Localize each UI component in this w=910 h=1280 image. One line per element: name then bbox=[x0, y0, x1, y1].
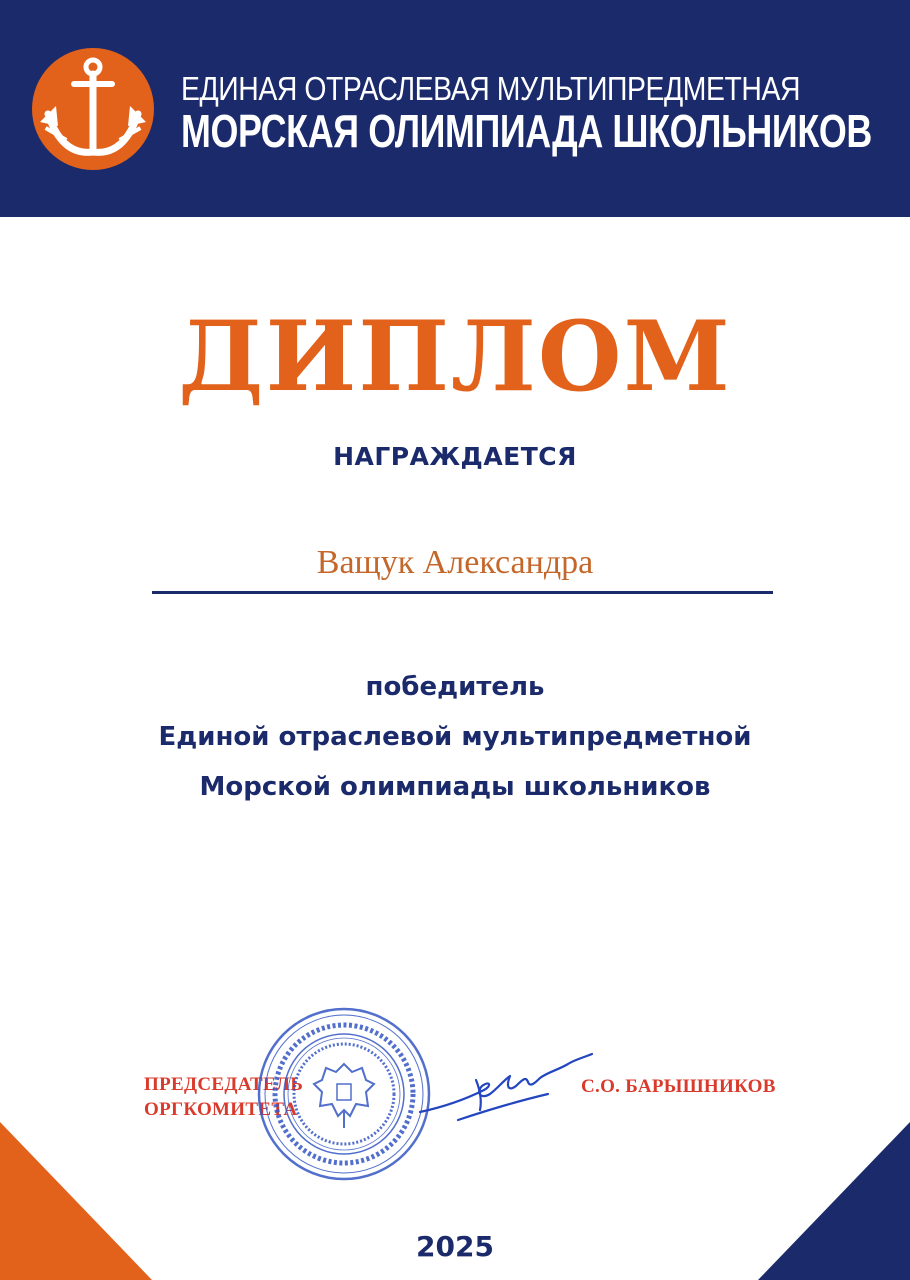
signature bbox=[418, 1050, 598, 1130]
year: 2025 bbox=[416, 1230, 494, 1263]
awarded-label: НАГРАЖДАЕТСЯ bbox=[333, 442, 577, 471]
description-line: победитель bbox=[365, 672, 545, 702]
recipient-underline bbox=[152, 591, 773, 594]
official-seal-stamp bbox=[256, 1006, 432, 1182]
description-line: Единой отраслевой мультипредметной bbox=[158, 722, 752, 752]
signatory-title-line: ОРГКОМИТЕТА bbox=[144, 1099, 298, 1120]
diploma-title: ДИПЛОМ bbox=[178, 300, 732, 413]
signatory-name: С.О. БАРЫШНИКОВ bbox=[581, 1076, 776, 1097]
header-line-2: МОРСКАЯ ОЛИМПИАДА ШКОЛЬНИКОВ bbox=[181, 105, 872, 157]
header-line-1: ЕДИНАЯ ОТРАСЛЕВАЯ МУЛЬТИПРЕДМЕТНАЯ bbox=[181, 70, 801, 107]
award-description bbox=[0, 662, 910, 812]
description-line: Морской олимпиады школьников bbox=[199, 772, 711, 802]
recipient-name: Ващук Александра bbox=[316, 544, 594, 581]
signatory-title-line: ПРЕДСЕДАТЕЛЬ bbox=[144, 1074, 304, 1095]
anchor-icon bbox=[32, 48, 154, 170]
header-banner bbox=[0, 0, 910, 217]
